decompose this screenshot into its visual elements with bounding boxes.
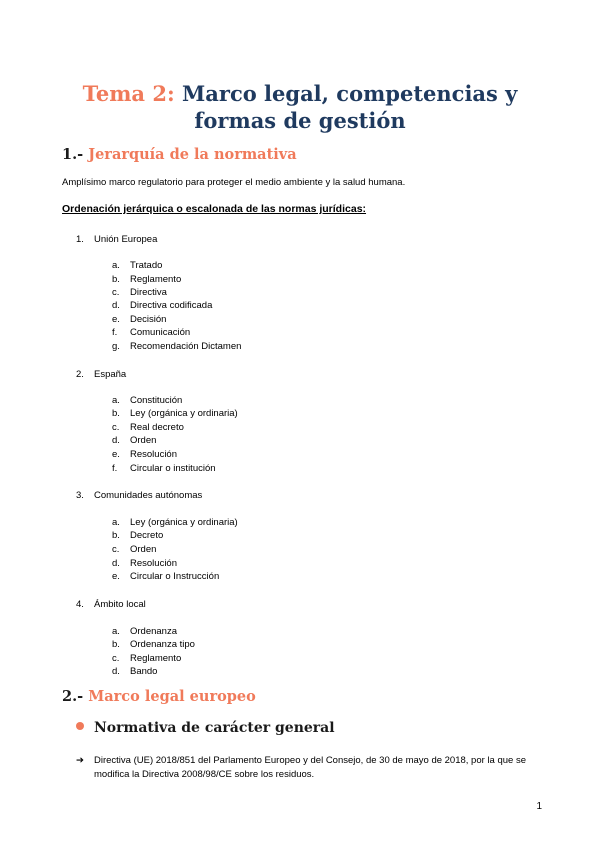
list-item — [112, 395, 182, 406]
item-letter: c. — [112, 544, 120, 555]
list-item — [112, 449, 177, 460]
item-text: Ordenanza tipo — [130, 639, 195, 650]
group-label: Unión Europea — [94, 234, 158, 245]
document-title — [60, 80, 540, 134]
item-text: Constitución — [130, 395, 183, 406]
list-item — [112, 260, 162, 271]
list-item — [112, 435, 156, 446]
list-item — [112, 287, 167, 298]
item-text: Tratado — [130, 260, 163, 271]
list-item-group — [76, 599, 146, 610]
item-text: Ley (orgánica y ordinaria) — [130, 517, 238, 528]
item-text: Circular o institución — [130, 463, 216, 474]
item-text: Orden — [130, 435, 157, 446]
item-text: Comunicación — [130, 327, 191, 338]
item-letter: d. — [112, 300, 120, 311]
item-text: Circular o Instrucción — [130, 571, 220, 582]
list-item — [112, 666, 157, 677]
item-letter: e. — [112, 449, 120, 460]
bullet-dot-icon — [76, 722, 84, 730]
list-item — [112, 544, 156, 555]
group-number: 4. — [76, 599, 84, 610]
item-letter: e. — [112, 571, 120, 582]
group-number: 2. — [76, 369, 84, 380]
item-letter: e. — [112, 314, 120, 325]
item-text: Recomendación Dictamen — [130, 341, 242, 352]
list-item — [112, 300, 212, 311]
item-text: Real decreto — [130, 422, 184, 433]
item-text: Directiva — [130, 287, 167, 298]
list-item — [112, 558, 177, 569]
list-item — [112, 408, 238, 419]
item-text: Resolución — [130, 558, 177, 569]
list-item-group — [76, 490, 202, 501]
item-letter: g. — [112, 341, 120, 352]
item-letter: f. — [112, 327, 118, 338]
list-item — [112, 530, 163, 541]
intro-paragraph: Amplísimo marco regulatorio para proteger el medio ambiente y la salud humana. — [62, 177, 406, 188]
section-2-heading — [62, 688, 256, 705]
item-letter: d. — [112, 435, 120, 446]
group-label: Comunidades autónomas — [94, 490, 203, 501]
list-item-group — [76, 369, 126, 380]
item-letter: a. — [112, 395, 120, 406]
item-text: Resolución — [130, 449, 177, 460]
list-item — [112, 571, 219, 582]
list-item — [112, 639, 195, 650]
item-letter: c. — [112, 422, 120, 433]
item-text: Decreto — [130, 530, 164, 541]
item-text: Directiva codificada — [130, 300, 213, 311]
bullet-heading — [76, 720, 335, 736]
section-1-title: Jerarquía de la normativa — [88, 146, 297, 163]
item-letter: b. — [112, 530, 120, 541]
list-item — [112, 422, 184, 433]
item-letter: c. — [112, 287, 120, 298]
arrow-list-item — [76, 754, 546, 782]
item-text: Reglamento — [130, 274, 182, 285]
item-letter: b. — [112, 274, 120, 285]
item-letter: a. — [112, 626, 120, 637]
item-letter: b. — [112, 408, 120, 419]
item-letter: a. — [112, 260, 120, 271]
group-label: España — [94, 369, 127, 380]
item-text: Decisión — [130, 314, 167, 325]
item-text: Ordenanza — [130, 626, 178, 637]
section-2-title: Marco legal europeo — [88, 688, 256, 705]
list-item — [112, 314, 166, 325]
bullet-heading-text: Normativa de carácter general — [94, 720, 335, 736]
list-item — [112, 274, 181, 285]
list-item — [112, 517, 238, 528]
arrow-right-icon: ➔ — [76, 755, 84, 766]
item-letter: d. — [112, 666, 120, 677]
list-item — [112, 341, 241, 352]
item-text: Ley (orgánica y ordinaria) — [130, 408, 238, 419]
section-2-number: 2.- — [62, 688, 84, 705]
item-letter: d. — [112, 558, 120, 569]
page-number: 1 — [536, 801, 542, 812]
list-item-group — [76, 234, 157, 245]
title-accent: Tema 2: — [82, 81, 175, 106]
item-text: Bando — [130, 666, 158, 677]
section-1-heading — [62, 146, 297, 163]
item-letter: f. — [112, 463, 118, 474]
item-letter: a. — [112, 517, 120, 528]
group-number: 1. — [76, 234, 84, 245]
arrow-item-text: Directiva (UE) 2018/851 del Parlamento Europeo y del Consejo, de 30 de mayo de 2018, por la que se modifica la Directiva 2008/98/CE sobre los residuos. — [94, 755, 526, 780]
item-letter: c. — [112, 653, 120, 664]
list-item — [112, 653, 181, 664]
title-text: Marco legal, competencias y formas de gestión — [182, 81, 518, 133]
group-number: 3. — [76, 490, 84, 501]
item-text: Reglamento — [130, 653, 182, 664]
section-1-number: 1.- — [62, 146, 84, 163]
item-text: Orden — [130, 544, 157, 555]
list-item — [112, 327, 190, 338]
list-item — [112, 626, 177, 637]
list-item — [112, 463, 216, 474]
group-label: Ámbito local — [94, 599, 146, 610]
item-letter: b. — [112, 639, 120, 650]
hierarchy-subheading: Ordenación jerárquica o escalonada de las normas jurídicas: — [62, 203, 367, 215]
